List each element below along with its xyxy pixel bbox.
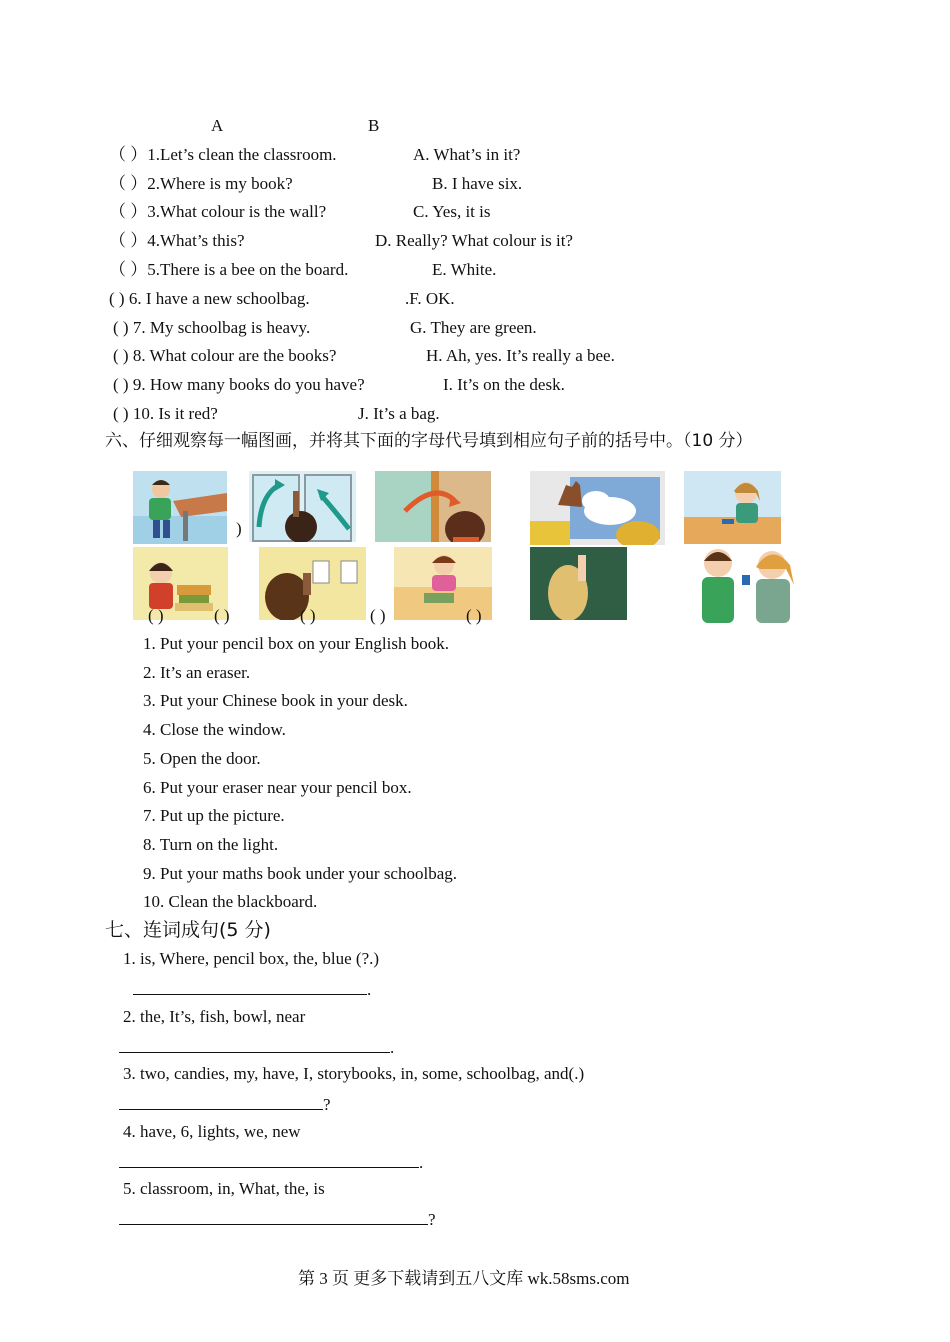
picture-boy-at-desk [133,471,227,544]
match-right-10: J. It’s a bag. [358,404,440,423]
match-right-3: C. Yes, it is [413,202,491,221]
picture-bracket-close: ) [236,519,242,538]
word-order-2: 2. the, It’s, fish, bowl, near [123,1007,306,1026]
answer-line-3 [119,1093,331,1115]
picture-put-up-picture [530,471,665,545]
picture-boy-and-girl-eraser [694,545,802,623]
section-7-heading: 七、连词成句(5 分) [105,919,271,941]
column-a-header: A [211,116,224,135]
sentence-8: 8. Turn on the light. [143,835,279,854]
sentence-7: 7. Put up the picture. [143,806,285,825]
picture-bracket-3: ( ) [300,606,316,625]
picture-clean-blackboard [530,547,627,620]
picture-bracket-1: ( ) [148,606,164,625]
picture-bracket-4: ( ) [370,606,386,625]
page-footer: 第 3 页 更多下载请到五八文库 wk.58sms.com [298,1269,630,1288]
match-left-10: ( ) 10. Is it red? [113,404,218,423]
answer-line-5 [119,1208,436,1230]
sentence-4: 4. Close the window. [143,720,286,739]
word-order-5: 5. classroom, in, What, the, is [123,1179,325,1198]
sentence-9: 9. Put your maths book under your schoolbag. [143,864,457,883]
match-right-7: G. They are green. [410,318,537,337]
match-left-1: （ ）1.Let’s clean the classroom. [109,145,337,164]
answer-end-3: ? [323,1095,331,1114]
word-order-1: 1. is, Where, pencil box, the, blue (?.) [123,949,380,968]
answer-line-2 [119,1036,394,1058]
picture-girl-with-eraser [684,471,781,544]
picture-open-door [375,471,491,542]
answer-end-4: . [419,1153,424,1172]
match-right-2: B. I have six. [432,174,523,193]
word-order-4: 4. have, 6, lights, we, new [123,1122,301,1141]
column-b-header: B [368,116,380,135]
word-order-3: 3. two, candies, my, have, I, storybooks, in, some, schoolbag, and(.) [123,1064,585,1083]
match-right-4: D. Really? What colour is it? [375,231,573,250]
match-right-5: E. White. [432,260,497,279]
answer-line-4 [119,1151,423,1173]
picture-close-window [249,471,356,542]
match-right-1: A. What’s in it? [413,145,521,164]
answer-end-2: . [390,1038,395,1057]
match-left-3: （ ）3.What colour is the wall? [109,202,327,221]
match-left-4: （ ）4.What’s this? [109,231,245,250]
match-right-6: .F. OK. [405,289,455,308]
section-6-heading: 六、仔细观察每一幅图画，并将其下面的字母代号填到相应句子前的括号中。（10 分） [105,431,753,451]
sentence-1: 1. Put your pencil box on your English book. [143,634,449,653]
sentence-5: 5. Open the door. [143,749,261,768]
match-right-8: H. Ah, yes. It’s really a bee. [426,346,615,365]
match-right-9: I. It’s on the desk. [443,375,565,394]
answer-end-5: ? [428,1210,436,1229]
sentence-2: 2. It’s an eraser. [143,663,251,682]
match-left-6: ( ) 6. I have a new schoolbag. [109,289,310,308]
answer-end-1: . [367,980,372,999]
answer-line-1 [133,978,371,1000]
picture-bracket-5: ( ) [466,606,482,625]
sentence-10: 10. Clean the blackboard. [143,892,318,911]
sentence-3: 3. Put your Chinese book in your desk. [143,691,408,710]
sentence-6: 6. Put your eraser near your pencil box. [143,778,412,797]
match-left-9: ( ) 9. How many books do you have? [113,375,365,394]
match-left-2: （ ）2.Where is my book? [109,174,293,193]
picture-bracket-2: ( ) [214,606,230,625]
match-left-7: ( ) 7. My schoolbag is heavy. [113,318,311,337]
match-left-5: （ ）5.There is a bee on the board. [109,260,349,279]
match-left-8: ( ) 8. What colour are the books? [113,346,337,365]
